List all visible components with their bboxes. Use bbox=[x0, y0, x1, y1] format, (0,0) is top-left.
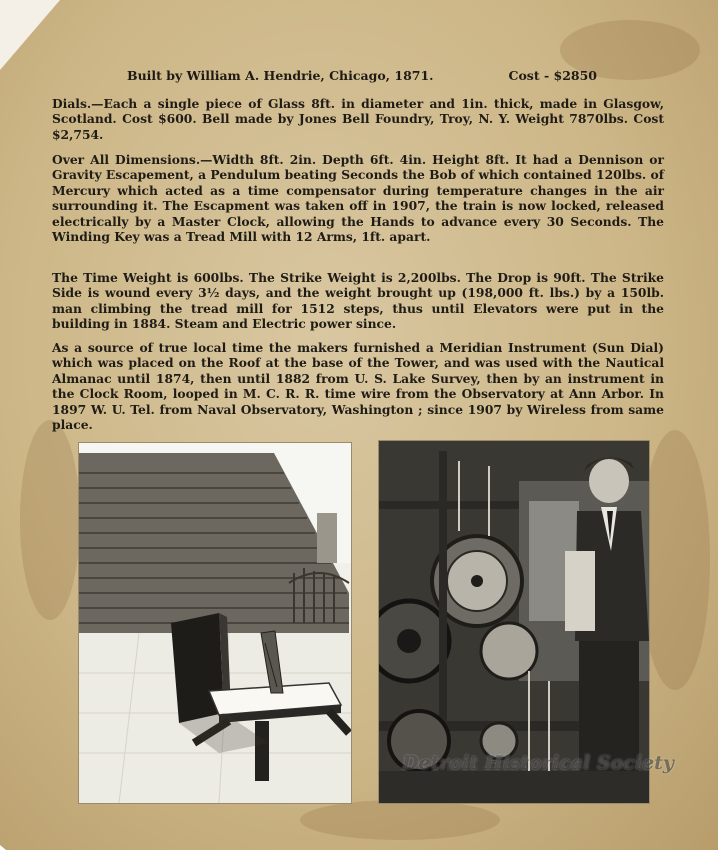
stain bbox=[640, 430, 710, 690]
header-line bbox=[127, 68, 597, 83]
torn-corner bbox=[0, 0, 60, 70]
clockwork-illustration bbox=[379, 441, 649, 803]
stain bbox=[20, 420, 80, 620]
paragraph-weights: The Time Weight is 600lbs. The Strike Weight is 2,200lbs. The Drop is 90ft. The Strike Side is wound every 3½ days, and the weight brought up (198,000 ft. lbs.) by a 150lb. man climbing the tread mill for 1512 steps, thus until Elevators were put in the building in 1884. Steam and Electric power since. bbox=[52, 270, 664, 332]
rooftop-illustration bbox=[79, 443, 351, 803]
photo-rooftop-sundial bbox=[78, 442, 352, 804]
paragraph-dimensions: Over All Dimensions.—Width 8ft. 2in. Depth 6ft. 4in. Height 8ft. It had a Dennison or Gravity Escapement, a Pendulum beating Seconds the Bob of which contained 120lbs. of Mercury which acted as a time compensator during temperature changes in the air surrounding it. The Escapment was taken off in 1907, the train is now locked, released electrically by a Master Clock, allowing the Hands to advance every 30 Seconds. The Winding Key was a Tread Mill with 12 Arms, 1ft. apart. bbox=[52, 152, 664, 245]
photo-clock-mechanism bbox=[378, 440, 650, 804]
paragraph-meridian: As a source of true local time the makers furnished a Meridian Instrument (Sun Dial) which was placed on the Roof at the base of the Tower, and was used with the Nautical Almanac until 1874, then until 1882 from U. S. Lake Survey, then by an instrument in the Clock Room, looped in M. C. R. R. time wire from the Observatory at Ann Arbor. In 1897 W. U. Tel. from Naval Observatory, Washington ; since 1907 by Wireless from same place. bbox=[52, 340, 664, 433]
paragraph-dials: Dials.—Each a single piece of Glass 8ft. in diameter and 1in. thick, made in Glasgow, Scotland. Cost $600. Bell made by Jones Bell Foundry, Troy, N. Y. Weight 7870lbs. Cost $2,754. bbox=[52, 96, 664, 142]
watermark: Detroit Historical Society bbox=[402, 752, 674, 774]
builder-text: Built by William A. Hendrie, Chicago, 1871. bbox=[127, 68, 434, 83]
stain bbox=[300, 800, 500, 840]
cost-text: Cost - $2850 bbox=[508, 68, 597, 83]
